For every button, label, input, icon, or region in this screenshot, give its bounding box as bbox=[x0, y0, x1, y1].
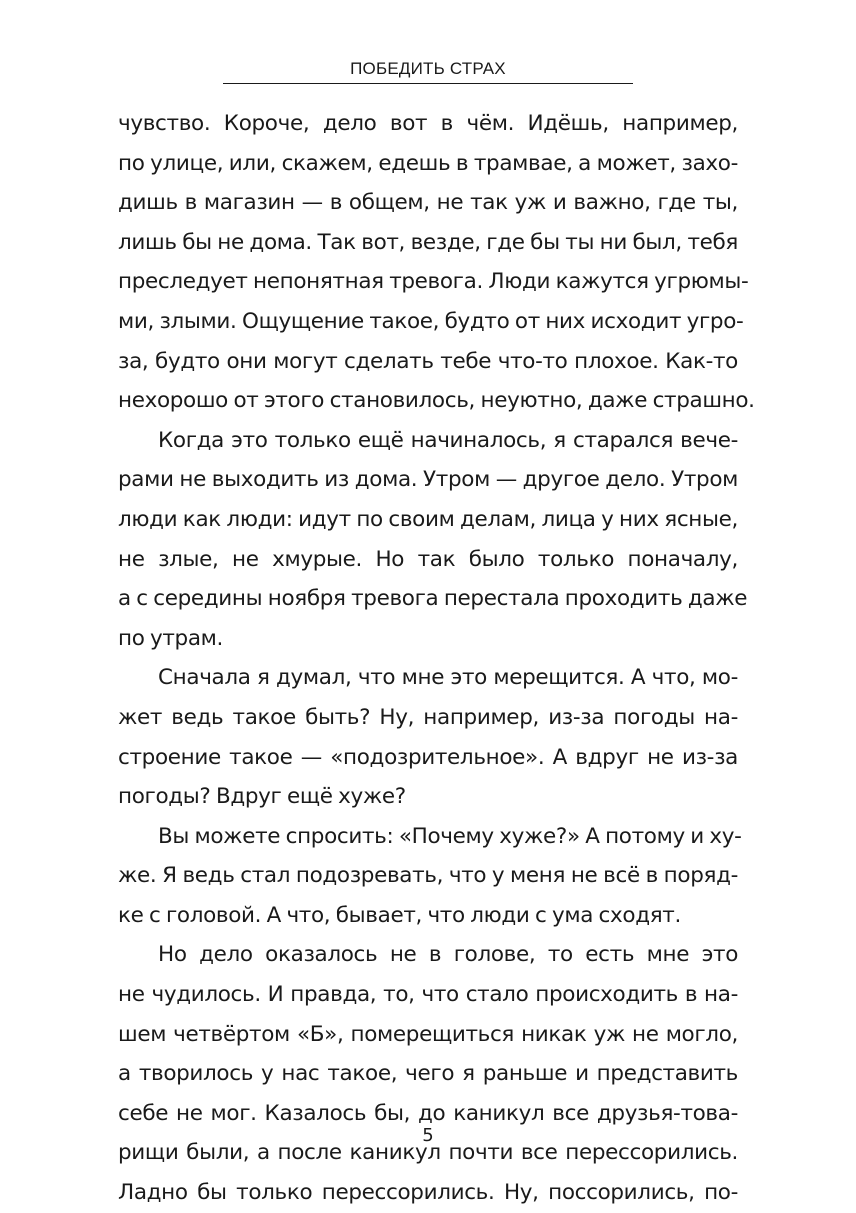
text-line: ке с головой. А что, бывает, что люди с ума сходят. bbox=[118, 902, 681, 928]
text-line: Вы можете спросить: «Почему хуже?» А потому и ху- bbox=[158, 823, 742, 849]
text-line: ми, злыми. Ощущение такое, будто от них исходит угро- bbox=[118, 308, 744, 334]
text-line: не чудилось. И правда, то, что стало происходить в на- bbox=[118, 982, 738, 1008]
text-line: Сначала я думал, что мне это мерещится. А что, мо- bbox=[158, 665, 738, 691]
text-line: же. Я ведь стал подозревать, что у меня не всё в поряд- bbox=[118, 863, 738, 889]
text-line: а с середины ноября тревога перестала проходить даже bbox=[118, 586, 748, 612]
text-line: преследует непонятная тревога. Люди кажутся угрюмы- bbox=[118, 269, 749, 295]
text-line: рами не выходить из дома. Утром — другое дело. Утром bbox=[118, 467, 738, 493]
text-line: не злые, не хмурые. Но так было только поначалу, bbox=[118, 546, 738, 572]
paragraph bbox=[118, 817, 742, 936]
running-head: ПОБЕДИТЬ СТРАХ bbox=[350, 59, 506, 78]
text-line: дишь в магазин — в общем, не так уж и важно, где ты, bbox=[118, 190, 738, 216]
paragraph bbox=[118, 104, 755, 421]
text-line: шем четвёртом «Б», померещиться никак уж не могло, bbox=[118, 1021, 738, 1047]
text-line: рищи были, а после каникул почти все перессорились. bbox=[118, 1140, 738, 1166]
text-line: чувство. Короче, дело вот в чём. Идёшь, например, bbox=[118, 111, 738, 136]
text-line: а творилось у нас такое, чего я раньше и представить bbox=[118, 1061, 738, 1087]
paragraph bbox=[118, 421, 748, 659]
text-line: лишь бы не дома. Так вот, везде, где бы ты ни был, тебя bbox=[118, 229, 738, 255]
paragraph bbox=[118, 658, 738, 816]
text-line: Но дело оказалось не в голове, то есть мне это bbox=[158, 942, 738, 968]
text-line: за, будто они могут сделать тебе что-то плохое. Как-то bbox=[118, 348, 738, 374]
text-line: по утрам. bbox=[118, 625, 224, 651]
header-rule bbox=[223, 83, 633, 84]
text-line: по улице, или, скажем, едешь в трамвае, а может, захо- bbox=[118, 150, 738, 176]
text-line: погоды? Вдруг ещё хуже? bbox=[118, 784, 406, 810]
paragraph bbox=[118, 935, 738, 1212]
text-line: Когда это только ещё начиналось, я старался вече- bbox=[158, 427, 738, 453]
text-line: Ладно бы только перессорились. Ну, поссорились, по- bbox=[118, 1180, 738, 1206]
page-body bbox=[118, 104, 755, 1213]
text-line: себе не мог. Казалось бы, до каникул все друзья-това- bbox=[118, 1100, 738, 1126]
text-line: жет ведь такое быть? Ну, например, из-за погоды на- bbox=[118, 704, 738, 730]
page-number: 5 bbox=[422, 1125, 434, 1146]
text-line: люди как люди: идут по своим делам, лица у них ясные, bbox=[118, 506, 738, 532]
text-line: нехорошо от этого становилось, неуютно, даже страшно. bbox=[118, 388, 755, 414]
text-line: строение такое — «подозрительное». А вдруг не из-за bbox=[118, 744, 738, 770]
